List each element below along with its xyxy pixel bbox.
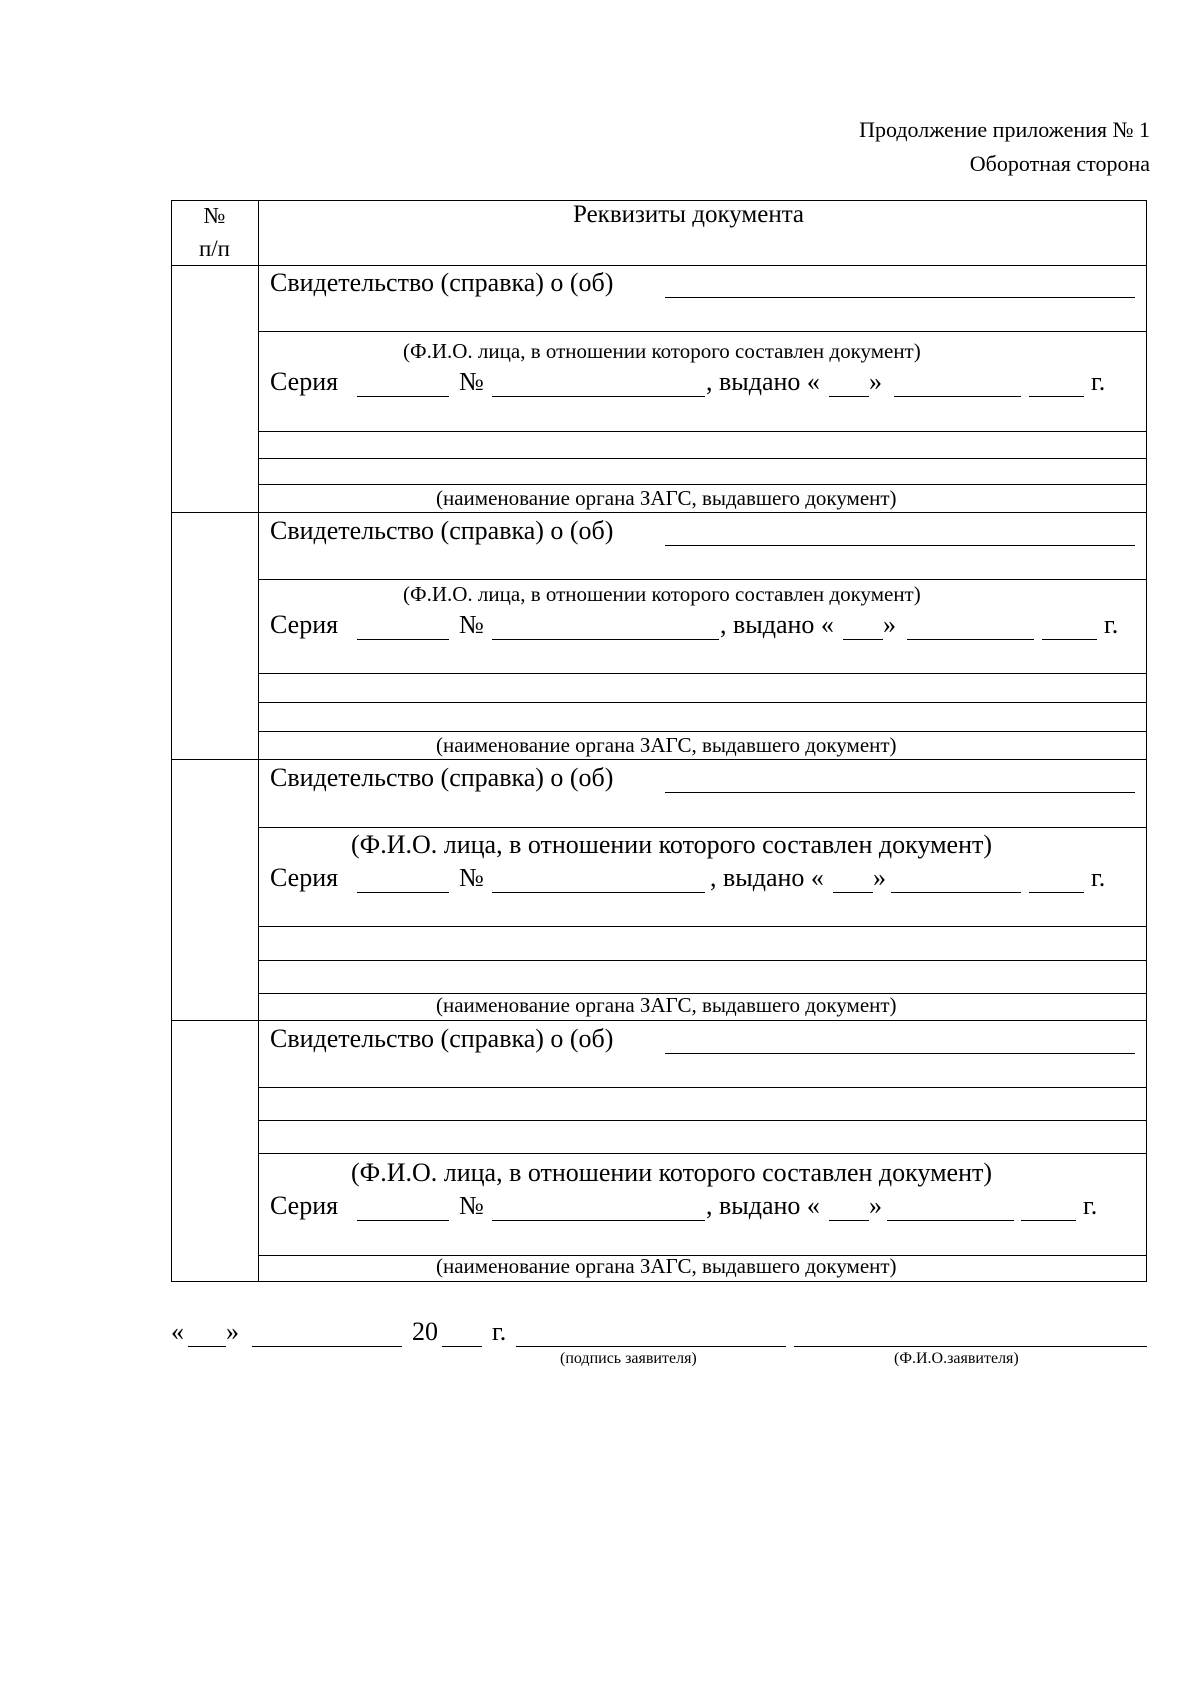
zags-caption: (наименование органа ЗАГС, выдавшего документ) xyxy=(436,993,897,1017)
applicant-name-blank[interactable] xyxy=(794,1346,1147,1347)
certificate-blank[interactable] xyxy=(665,792,1135,793)
issued-label: , выдано « xyxy=(710,863,824,892)
series-label: Серия xyxy=(270,1191,339,1220)
series-blank[interactable] xyxy=(357,1220,449,1221)
fio-caption: (Ф.И.О. лица, в отношении которого составлен документ) xyxy=(351,830,992,859)
appendix-continuation: Продолжение приложения № 1 xyxy=(859,117,1150,142)
year-suffix: г. xyxy=(1104,610,1119,639)
year-blank[interactable] xyxy=(1021,1220,1076,1221)
series-blank[interactable] xyxy=(357,639,449,640)
series-label: Серия xyxy=(270,610,339,639)
number-blank[interactable] xyxy=(492,639,719,640)
row-divider xyxy=(258,431,1147,432)
number-sign: № xyxy=(459,863,484,892)
month-blank[interactable] xyxy=(891,892,1021,893)
col-number-header-2: п/п xyxy=(198,236,230,261)
series-blank[interactable] xyxy=(357,396,449,397)
zags-caption: (наименование органа ЗАГС, выдавшего документ) xyxy=(436,486,897,510)
issued-label: , выдано « xyxy=(720,610,834,639)
month-blank[interactable] xyxy=(907,639,1034,640)
number-blank[interactable] xyxy=(492,892,705,893)
block-divider xyxy=(171,1020,1147,1021)
block-divider xyxy=(171,759,1147,760)
row-divider xyxy=(258,731,1147,732)
certificate-label: Свидетельство (справка) о (об) xyxy=(270,268,614,297)
zags-caption: (наименование органа ЗАГС, выдавшего документ) xyxy=(436,733,897,757)
year-suffix: г. xyxy=(1091,367,1106,396)
quote-close: » xyxy=(869,367,882,396)
fio-caption: (Ф.И.О. лица, в отношении которого составлен документ) xyxy=(403,339,921,363)
row-divider xyxy=(258,673,1147,674)
date-day-blank[interactable] xyxy=(188,1346,226,1347)
month-blank[interactable] xyxy=(887,1220,1014,1221)
date-year-blank[interactable] xyxy=(442,1346,482,1347)
date-quote-open: « xyxy=(171,1317,184,1346)
month-blank[interactable] xyxy=(894,396,1021,397)
certificate-blank[interactable] xyxy=(665,1053,1135,1054)
row-divider xyxy=(258,1087,1147,1088)
series-label: Серия xyxy=(270,367,339,396)
fio-caption: (Ф.И.О. лица, в отношении которого составлен документ) xyxy=(351,1158,992,1187)
day-blank[interactable] xyxy=(843,639,883,640)
certificate-label: Свидетельство (справка) о (об) xyxy=(270,516,614,545)
certificate-label: Свидетельство (справка) о (об) xyxy=(270,1024,614,1053)
quote-close: » xyxy=(873,863,886,892)
number-sign: № xyxy=(459,367,484,396)
day-blank[interactable] xyxy=(829,396,869,397)
row-divider xyxy=(258,827,1147,828)
year-prefix: 20 xyxy=(412,1317,438,1346)
row-divider xyxy=(258,458,1147,459)
year-blank[interactable] xyxy=(1029,396,1084,397)
header-divider xyxy=(171,265,1147,266)
row-divider xyxy=(258,926,1147,927)
row-divider xyxy=(258,331,1147,332)
col-requisites-header: Реквизиты документа xyxy=(573,201,805,228)
row-divider xyxy=(258,702,1147,703)
day-blank[interactable] xyxy=(833,892,873,893)
year-blank[interactable] xyxy=(1029,892,1084,893)
row-divider xyxy=(258,484,1147,485)
certificate-blank[interactable] xyxy=(665,297,1135,298)
date-year-suffix: г. xyxy=(492,1317,507,1346)
signature-blank[interactable] xyxy=(516,1346,786,1347)
number-sign: № xyxy=(459,610,484,639)
certificate-label: Свидетельство (справка) о (об) xyxy=(270,763,614,792)
certificate-blank[interactable] xyxy=(665,545,1135,546)
number-blank[interactable] xyxy=(492,1220,705,1221)
quote-close: » xyxy=(869,1191,882,1220)
number-sign: № xyxy=(459,1191,484,1220)
applicant-name-caption: (Ф.И.О.заявителя) xyxy=(894,1350,1019,1367)
reverse-side-label: Оборотная сторона xyxy=(969,151,1150,176)
issued-label: , выдано « xyxy=(706,367,820,396)
date-quote-close: » xyxy=(226,1317,239,1346)
series-blank[interactable] xyxy=(357,892,449,893)
zags-caption: (наименование органа ЗАГС, выдавшего документ) xyxy=(436,1254,897,1278)
row-divider xyxy=(258,960,1147,961)
row-divider xyxy=(258,1153,1147,1154)
col-number-header-1: № xyxy=(203,203,226,228)
row-divider xyxy=(258,1120,1147,1121)
row-divider xyxy=(258,579,1147,580)
issued-label: , выдано « xyxy=(706,1191,820,1220)
number-blank[interactable] xyxy=(492,396,705,397)
signature-caption: (подпись заявителя) xyxy=(560,1350,697,1367)
day-blank[interactable] xyxy=(829,1220,869,1221)
date-month-blank[interactable] xyxy=(252,1346,402,1347)
fio-caption: (Ф.И.О. лица, в отношении которого составлен документ) xyxy=(403,582,921,606)
block-divider xyxy=(171,512,1147,513)
page-header xyxy=(859,113,1150,181)
quote-close: » xyxy=(883,610,896,639)
year-suffix: г. xyxy=(1091,863,1106,892)
year-suffix: г. xyxy=(1083,1191,1098,1220)
year-blank[interactable] xyxy=(1042,639,1097,640)
series-label: Серия xyxy=(270,863,339,892)
